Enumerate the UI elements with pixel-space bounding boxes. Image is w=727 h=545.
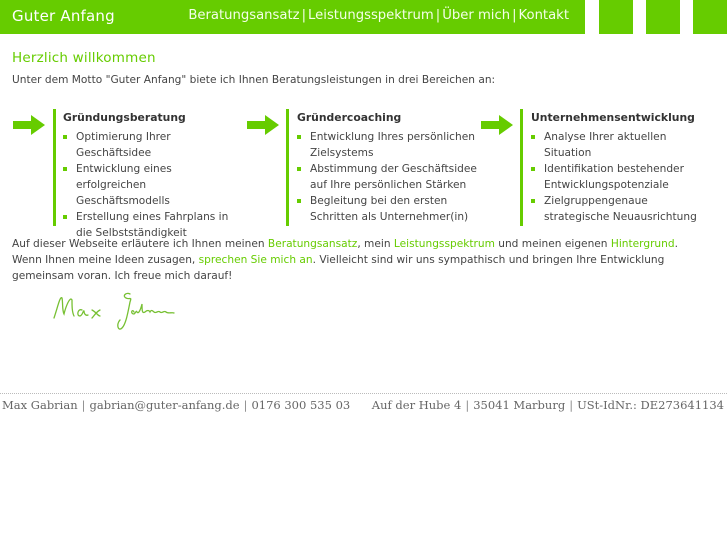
intro-text: Unter dem Motto "Guter Anfang" biete ich Ihnen Beratungsleistungen in drei Bereichen an: <box>12 74 496 86</box>
decor-square-3 <box>693 0 727 34</box>
list-item: Erstellung eines Fahrplans in die Selbstständigkeit <box>63 209 243 241</box>
list-item: Optimierung Ihrer Geschäftsidee <box>63 129 243 161</box>
page-title: Herzlich willkommen <box>12 50 156 66</box>
footer-phone: 0176 300 535 03 <box>251 398 351 412</box>
list-item: Entwicklung eines erfolgreichen Geschäftsmodells <box>63 161 243 209</box>
service-column-gruendungsberatung <box>13 109 243 239</box>
list-item: Analyse Ihrer aktuellen Situation <box>531 129 711 161</box>
list-item: Begleitung bei den ersten Schritten als Unternehmer(in) <box>297 193 477 225</box>
footer-divider <box>0 393 727 394</box>
column-divider <box>520 109 523 226</box>
link-beratungsansatz[interactable]: Beratungsansatz <box>267 238 358 250</box>
arrow-right-icon <box>481 115 513 135</box>
footer-vat-id: USt-IdNr.: DE273641134 <box>577 398 724 412</box>
bullet-icon <box>297 167 301 171</box>
link-hintergrund[interactable]: Hintergrund <box>610 238 675 250</box>
column-title: Gründungsberatung <box>63 111 186 124</box>
nav-leistungsspektrum[interactable]: Leistungsspektrum <box>308 8 434 23</box>
bullet-icon <box>63 215 67 219</box>
header-bar <box>0 0 585 34</box>
bullet-icon <box>63 167 67 171</box>
footer-contact: Max Gabrian | gabrian@guter-anfang.de | 0176 300 535 03 <box>2 398 351 412</box>
list-item: Entwicklung Ihres persönlichen Zielsystems <box>297 129 477 161</box>
service-list <box>531 129 711 225</box>
bullet-icon <box>297 135 301 139</box>
service-column-gruendercoaching <box>247 109 477 226</box>
list-item: Zielgruppengenaue strategische Neuausrichtung <box>531 193 711 225</box>
decor-square-2 <box>646 0 680 34</box>
column-title: Unternehmensentwicklung <box>531 111 695 124</box>
link-leistungsspektrum[interactable]: Leistungsspektrum <box>393 238 495 250</box>
footer-city: 35041 Marburg <box>473 398 566 412</box>
service-column-unternehmensentwicklung <box>481 109 727 226</box>
arrow-right-icon <box>247 115 279 135</box>
body-paragraph: Auf dieser Webseite erläutere ich Ihnen meinen Beratungsansatz, mein Leistungsspektrum und meinen eigenen Hintergrund. Wenn Ihnen meine Ideen zusagen, sprechen Sie mich an. Vielleicht sind wir uns sympathisch und bringen Ihre Entwicklung gemeinsam voran. Ich freue mich darauf! <box>12 238 678 282</box>
nav-kontakt[interactable]: Kontakt <box>518 8 569 23</box>
list-item: Identifikation bestehender Entwicklungspotenziale <box>531 161 711 193</box>
signature-image <box>50 288 190 338</box>
column-divider <box>286 109 289 226</box>
footer-name: Max Gabrian <box>2 398 78 412</box>
column-divider <box>53 109 56 226</box>
bullet-icon <box>531 199 535 203</box>
list-item: Abstimmung der Geschäftsidee auf Ihre persönlichen Stärken <box>297 161 477 193</box>
bullet-icon <box>63 135 67 139</box>
service-list <box>63 129 243 241</box>
bullet-icon <box>531 135 535 139</box>
link-kontakt[interactable]: sprechen Sie mich an <box>198 254 313 266</box>
site-logo[interactable]: Guter Anfang <box>12 7 115 25</box>
decor-square-1 <box>599 0 633 34</box>
bullet-icon <box>297 199 301 203</box>
footer-email[interactable]: gabrian@guter-anfang.de <box>89 398 240 412</box>
footer-street: Auf der Hube 4 <box>371 398 462 412</box>
bullet-icon <box>531 167 535 171</box>
nav-ueber-mich[interactable]: Über mich <box>442 8 511 23</box>
arrow-right-icon <box>13 115 45 135</box>
service-list <box>297 129 477 225</box>
column-title: Gründercoaching <box>297 111 402 124</box>
main-nav: Beratungsansatz | Leistungsspektrum | Über mich | Kontakt <box>188 8 569 23</box>
footer-address: Auf der Hube 4 | 35041 Marburg | USt-IdNr.: DE273641134 <box>371 398 724 412</box>
nav-beratungsansatz[interactable]: Beratungsansatz <box>188 8 300 23</box>
